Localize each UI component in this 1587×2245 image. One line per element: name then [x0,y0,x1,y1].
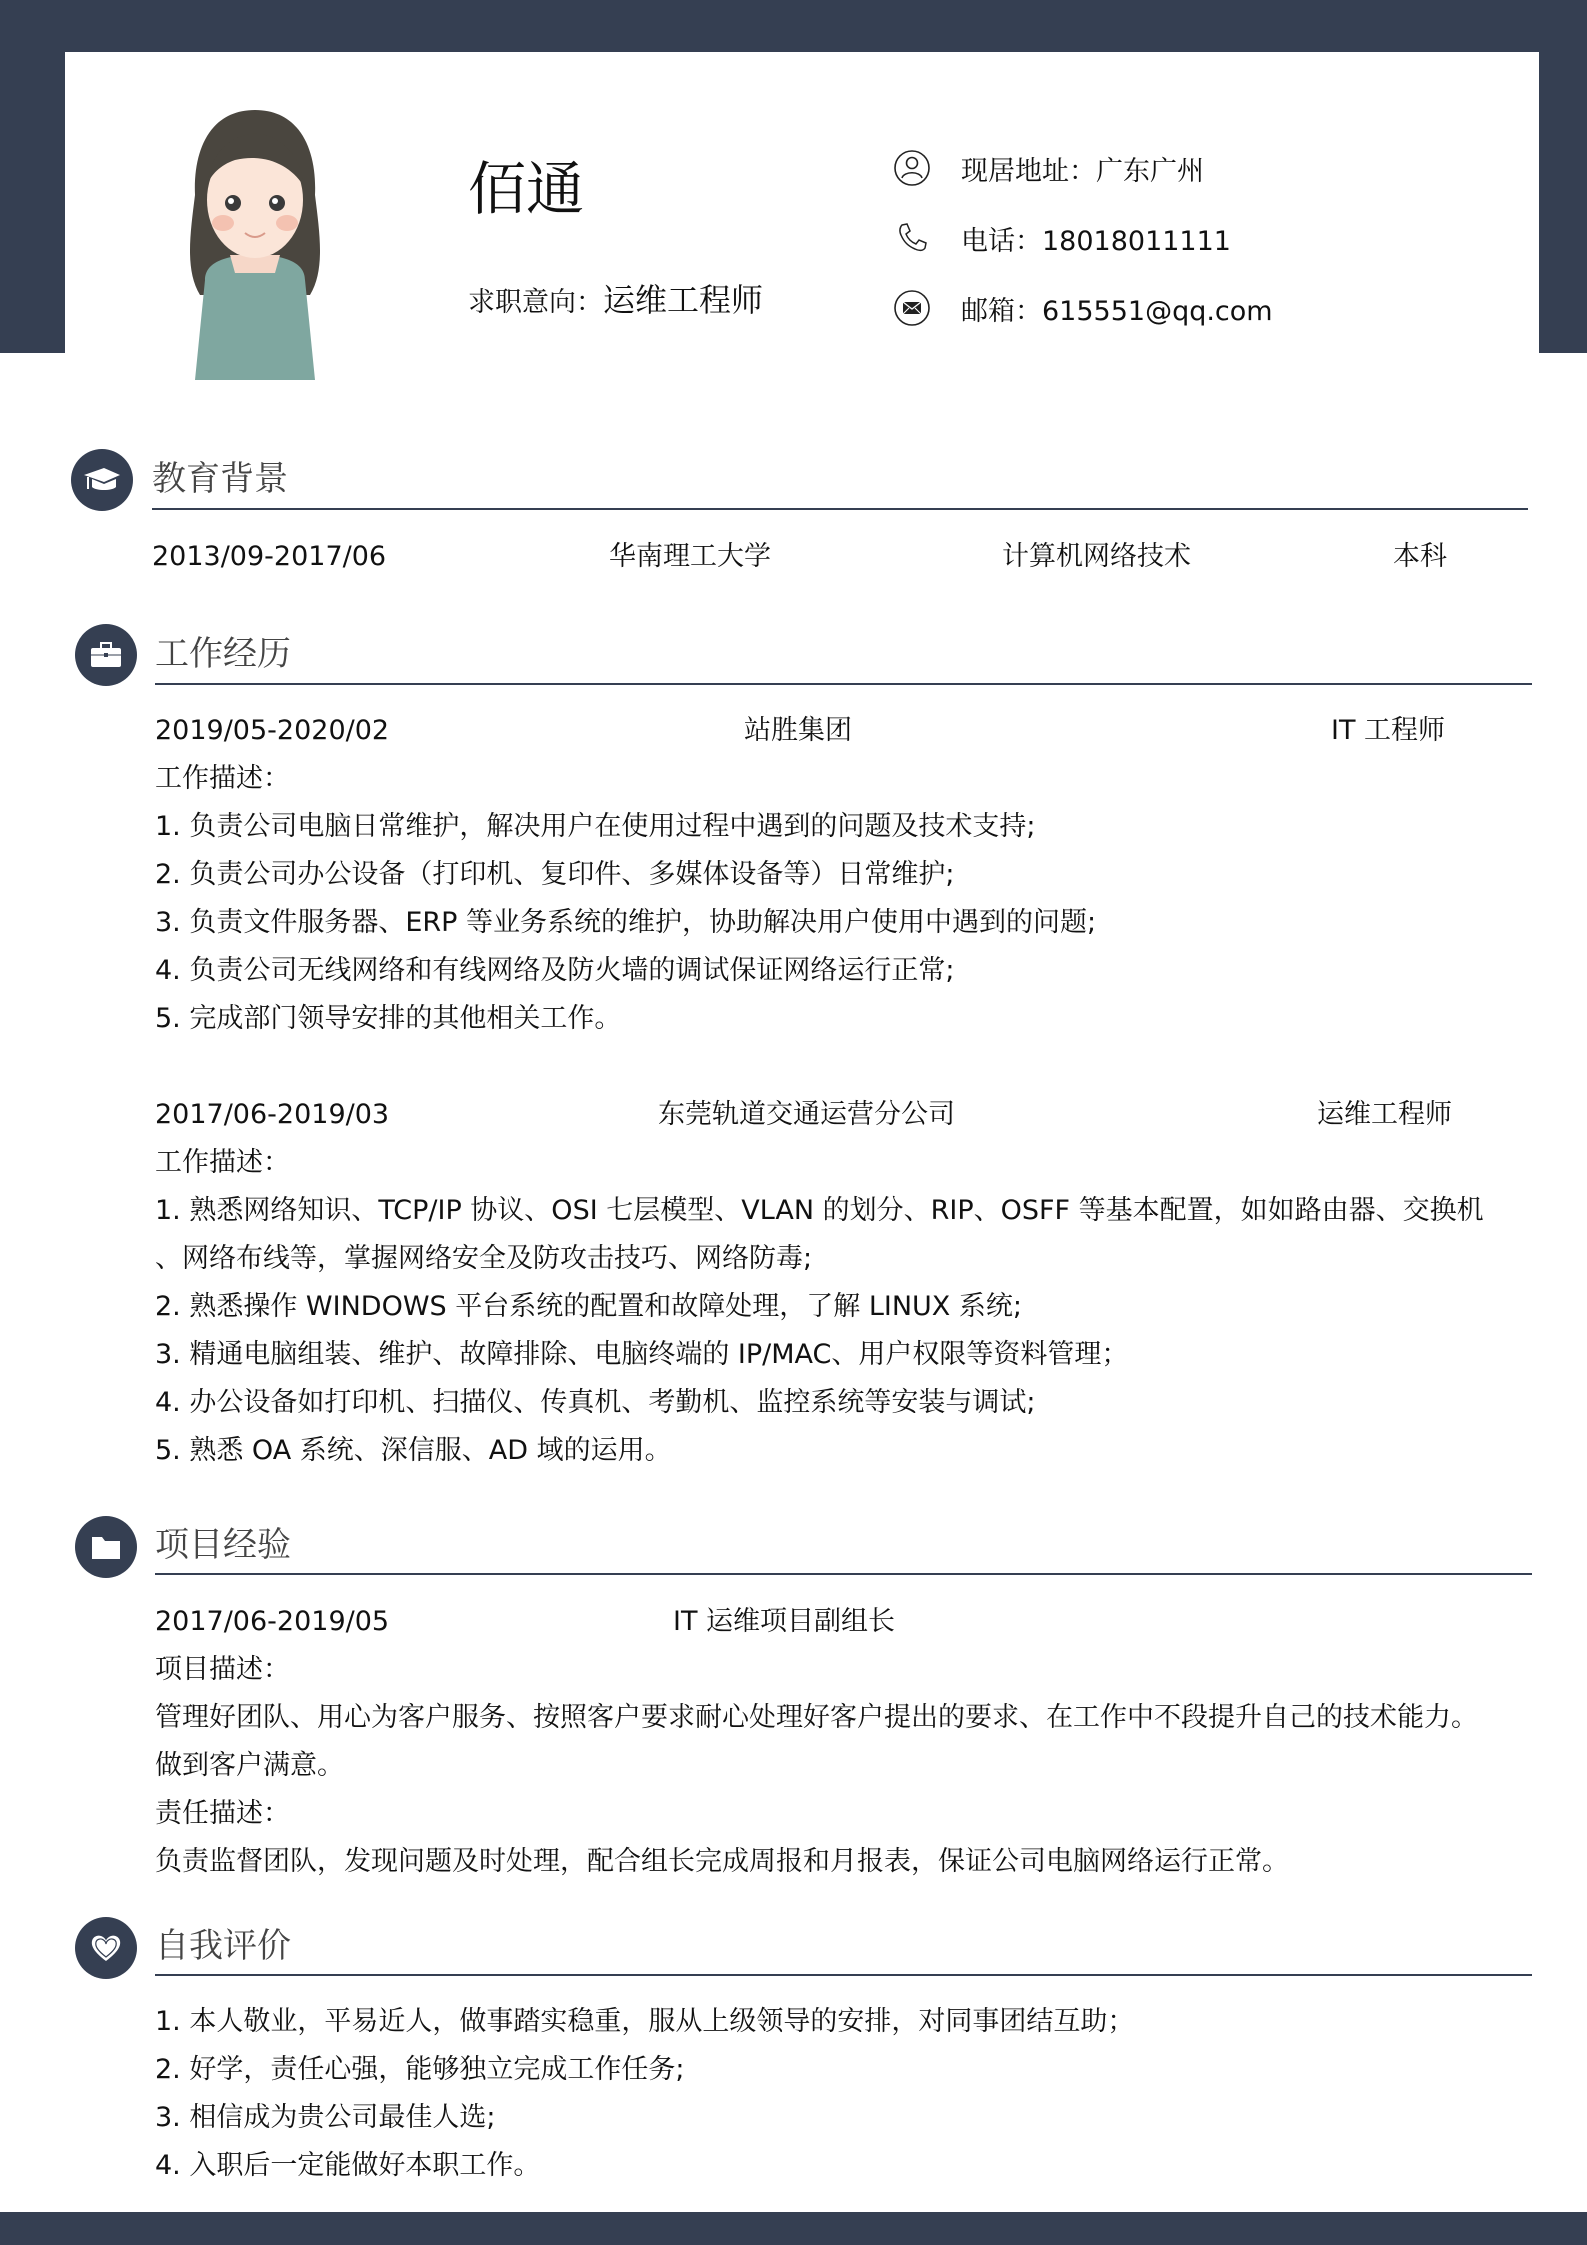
job-company: 站胜集团 [744,715,852,746]
project-resp-label: 责任描述： [155,1798,290,1829]
email-text: 邮箱：615551@qq.com [961,295,1273,327]
contact-address [893,148,1204,188]
candidate-name: 佰通 [468,155,585,223]
self-eval-item: 1. 本人敬业，平易近人，做事踏实稳重，服从上级领导的安排，对同事团结互助； [155,2006,1135,2037]
section-title-education: 教育背景 [152,459,288,499]
job-period: 2017/06-2019/03 [155,1099,390,1130]
header-top-band [0,0,1587,52]
edu-period: 2013/09-2017/06 [152,541,387,572]
job-item: 4. 负责公司无线网络和有线网络及防火墙的调试保证网络运行正常; [155,955,955,986]
project-desc-line: 管理好团队、用心为客户服务、按照客户要求耐心处理好客户提出的要求、在工作中不段提升自己的技术能力。 [155,1702,1478,1733]
job-item: 4. 办公设备如打印机、扫描仪、传真机、考勤机、监控系统等安装与调试; [155,1387,1036,1418]
job-intent-label: 求职意向： [468,287,603,318]
job-desc-label: 工作描述： [155,763,290,794]
briefcase-icon [75,624,137,686]
job-position: 运维工程师 [1317,1099,1452,1130]
job-item: 1. 熟悉网络知识、TCP/IP 协议、OSI 七层模型、VLAN 的划分、RIP、OSFF 等基本配置，如如路由器、交换机 [155,1195,1484,1226]
section-divider [155,1974,1532,1976]
job-intent-value: 运维工程师 [603,281,764,319]
job-company: 东莞轨道交通运营分公司 [658,1099,955,1130]
person-icon [893,149,931,187]
section-title-self-eval: 自我评价 [155,1926,291,1966]
mail-icon [893,289,931,327]
self-eval-item: 3. 相信成为贵公司最佳人选; [155,2102,496,2133]
self-eval-item: 2. 好学，责任心强，能够独立完成工作任务; [155,2054,685,2085]
section-divider [155,1573,1532,1575]
heart-icon [75,1917,137,1979]
self-eval-item: 4. 入职后一定能做好本职工作。 [155,2150,541,2181]
address-text: 现居地址：广东广州 [961,155,1204,187]
job-item: 5. 熟悉 OA 系统、深信服、AD 域的运用。 [155,1435,672,1466]
project-resp-line: 负责监督团队，发现问题及时处理，配合组长完成周报和月报表，保证公司电脑网络运行正常。 [155,1846,1289,1877]
job-item: 3. 负责文件服务器、ERP 等业务系统的维护，协助解决用户使用中遇到的问题; [155,907,1097,938]
contact-email [893,288,1273,328]
job-period: 2019/05-2020/02 [155,715,390,746]
job-item: 1. 负责公司电脑日常维护，解决用户在使用过程中遇到的问题及技术支持; [155,811,1036,842]
job-position: IT 工程师 [1331,715,1446,746]
phone-icon [893,219,931,257]
job-item: 、网络布线等，掌握网络安全及防攻击技巧、网络防毒; [155,1243,813,1274]
job-item: 2. 负责公司办公设备（打印机、复印件、多媒体设备等）日常维护; [155,859,955,890]
section-title-work: 工作经历 [155,634,291,674]
job-intent [468,275,763,321]
phone-text: 电话：18018011111 [961,225,1231,257]
footer-band [0,2212,1587,2245]
folder-icon [75,1516,137,1578]
header-right-bar [1539,0,1587,353]
avatar [165,105,345,383]
project-desc-line: 做到客户满意。 [155,1750,344,1781]
graduation-cap-icon [71,449,133,511]
section-divider [152,508,1528,510]
edu-school: 华南理工大学 [609,541,771,572]
edu-degree: 本科 [1393,541,1447,572]
header-left-bar [0,0,65,353]
project-period: 2017/06-2019/05 [155,1606,390,1637]
edu-major: 计算机网络技术 [1002,541,1191,572]
contact-phone [893,218,1231,258]
job-item: 2. 熟悉操作 WINDOWS 平台系统的配置和故障处理，了解 LINUX 系统; [155,1291,1022,1322]
job-item: 5. 完成部门领导安排的其他相关工作。 [155,1003,622,1034]
section-title-project: 项目经验 [155,1525,291,1565]
project-role: IT 运维项目副组长 [673,1606,896,1637]
job-item: 3. 精通电脑组装、维护、故障排除、电脑终端的 IP/MAC、用户权限等资料管理； [155,1339,1129,1370]
section-divider [155,683,1532,685]
job-desc-label: 工作描述： [155,1147,290,1178]
project-desc-label: 项目描述： [155,1654,290,1685]
